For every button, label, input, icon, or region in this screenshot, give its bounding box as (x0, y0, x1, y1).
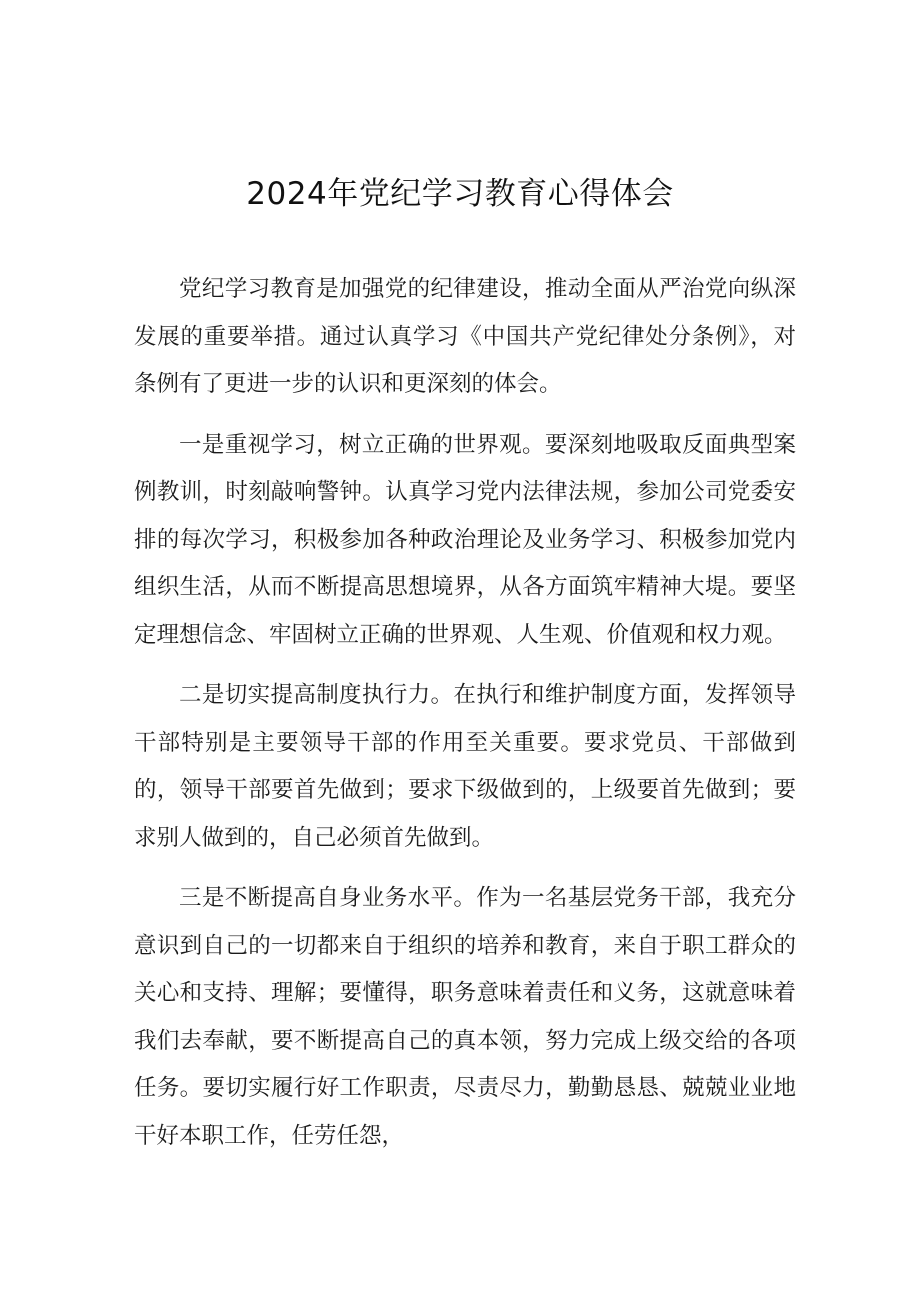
paragraph-point-two: 二是切实提高制度执行力。在执行和维护制度方面，发挥领导干部特别是主要领导干部的作用至关重要。要求党员、干部做到的，领导干部要首先做到；要求下级做到的，上级要首先做到；要求别人做到的，自己必须首先做到。 (134, 682, 796, 851)
paragraph-intro: 党纪学习教育是加强党的纪律建设，推动全面从严治党向纵深发展的重要举措。通过认真学习《中国共产党纪律处分条例》，对条例有了更进一步的认识和更深刻的体会。 (134, 276, 796, 397)
document-body (134, 266, 796, 1173)
paragraph-point-one: 一是重视学习，树立正确的世界观。要深刻地吸取反面典型案例教训，时刻敲响警钟。认真学习党内法律法规，参加公司党委安排的每次学习，积极参加各种政治理论及业务学习、积极参加党内组织生活，从而不断提高思想境界，从各方面筑牢精神大堤。要坚定理想信念、牢固树立正确的世界观、人生观、价值观和权力观。 (134, 431, 796, 648)
paragraph-point-three: 三是不断提高自身业务水平。作为一名基层党务干部，我充分意识到自己的一切都来自于组织的培养和教育，来自于职工群众的关心和支持、理解；要懂得，职务意味着责任和义务，这就意味着我们去奉献，要不断提高自己的真本领，努力完成上级交给的各项任务。要切实履行好工作职责，尽责尽力，勤勤恳恳、兢兢业业地干好本职工作，任劳任怨， (134, 885, 796, 1149)
document-title: 2024年党纪学习教育心得体会 (246, 176, 674, 212)
